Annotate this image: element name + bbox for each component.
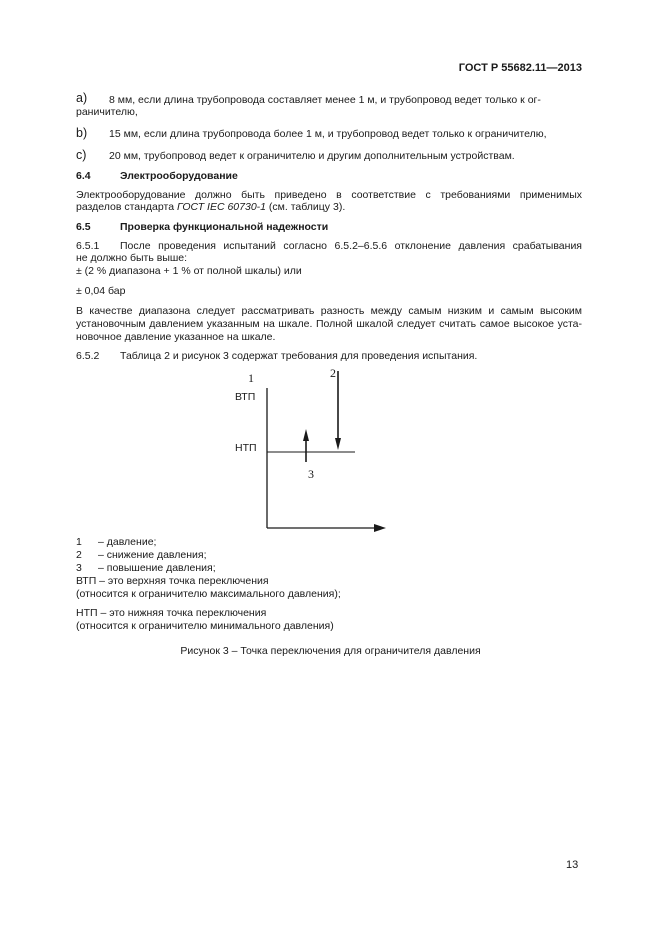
section-6-4-para-line2: разделов стандарта ГОСТ IEC 60730-1 (см. таблицу 3). <box>76 201 346 213</box>
lower-switch-point-label: НТП <box>235 442 257 454</box>
item-a-letter: a) <box>76 91 88 105</box>
pressure-decrease-arrowhead <box>335 438 341 450</box>
time-axis-arrowhead <box>374 524 386 532</box>
item-b-letter: b) <box>76 126 88 140</box>
range-para-line3: новочное давление указанное на шкале. <box>76 331 276 343</box>
section-6-5-1-number: 6.5.1 <box>76 240 100 252</box>
document-code: ГОСТ Р 55682.11—2013 <box>458 62 582 74</box>
figure-label-1: 1 <box>248 371 254 385</box>
item-b-text: 15 мм, если длина трубопровода более 1 м, и трубопровод ведет только к ограничителю, <box>109 128 547 140</box>
legend-3-text: – повышение давления; <box>98 562 216 574</box>
section-6-5-2-text: Таблица 2 и рисунок 3 содержат требования для проведения испытания. <box>120 350 478 362</box>
legend-3-number: 3 <box>76 562 82 574</box>
legend-lower-point-line1: НТП – это нижняя точка переключения <box>76 607 267 619</box>
standard-reference: ГОСТ IEC 60730-1 <box>176 201 267 213</box>
item-a-text-line2: раничителю, <box>76 106 138 118</box>
section-6-5-2-number: 6.5.2 <box>76 350 100 362</box>
section-6-4-number: 6.4 <box>76 170 91 182</box>
section-6-5-title: Проверка функциональной надежности <box>120 221 329 233</box>
section-6-5-number: 6.5 <box>76 221 91 233</box>
upper-switch-point-label: ВТП <box>235 391 256 403</box>
item-c-letter: c) <box>76 148 87 162</box>
item-c-text: 20 мм, трубопровод ведет к ограничителю и другим дополнительным устройствам. <box>109 150 515 162</box>
legend-1-text: – давление; <box>98 536 157 548</box>
section-6-4-title: Электрооборудование <box>120 170 238 182</box>
figure-caption: Рисунок 3 – Точка переключения для ограничителя давления <box>180 645 481 657</box>
section-6-5-1-line2: не должно быть выше: <box>76 252 188 264</box>
item-a-text-line1: 8 мм, если длина трубопровода составляет менее 1 м, и трубопровод ведет только к ог- <box>109 94 541 106</box>
page-number: 13 <box>566 859 579 871</box>
tolerance-2: ± 0,04 бар <box>76 285 126 297</box>
figure-label-3: 3 <box>308 467 314 481</box>
pressure-increase-arrowhead <box>303 429 309 441</box>
section-6-5-1-line1: После проведения испытаний согласно 6.5.2–6.5.6 отклонение давления срабатывания <box>120 240 582 252</box>
range-para-line2: установочным давлением указанным на шкале. Полной шкалой следует считать самое высокое уста- <box>76 318 582 330</box>
section-6-4-para-line1: Электрооборудование должно быть приведено в соответствие с требованиями применимых <box>76 189 582 201</box>
range-para-line1: В качестве диапазона следует рассматривать разность между самым низким и самым высоким <box>76 305 582 317</box>
figure-label-2: 2 <box>330 366 336 380</box>
legend-2-number: 2 <box>76 549 82 561</box>
legend-2-text: – снижение давления; <box>98 549 207 561</box>
legend-1-number: 1 <box>76 536 82 548</box>
legend-upper-point-line2: (относится к ограничителю максимального давления); <box>76 588 341 600</box>
tolerance-1: ± (2 % диапазона + 1 % от полной шкалы) или <box>76 265 302 277</box>
legend-upper-point-line1: ВТП – это верхняя точка переключения <box>76 575 269 587</box>
legend-lower-point-line2: (относится к ограничителю минимального давления) <box>76 620 334 632</box>
